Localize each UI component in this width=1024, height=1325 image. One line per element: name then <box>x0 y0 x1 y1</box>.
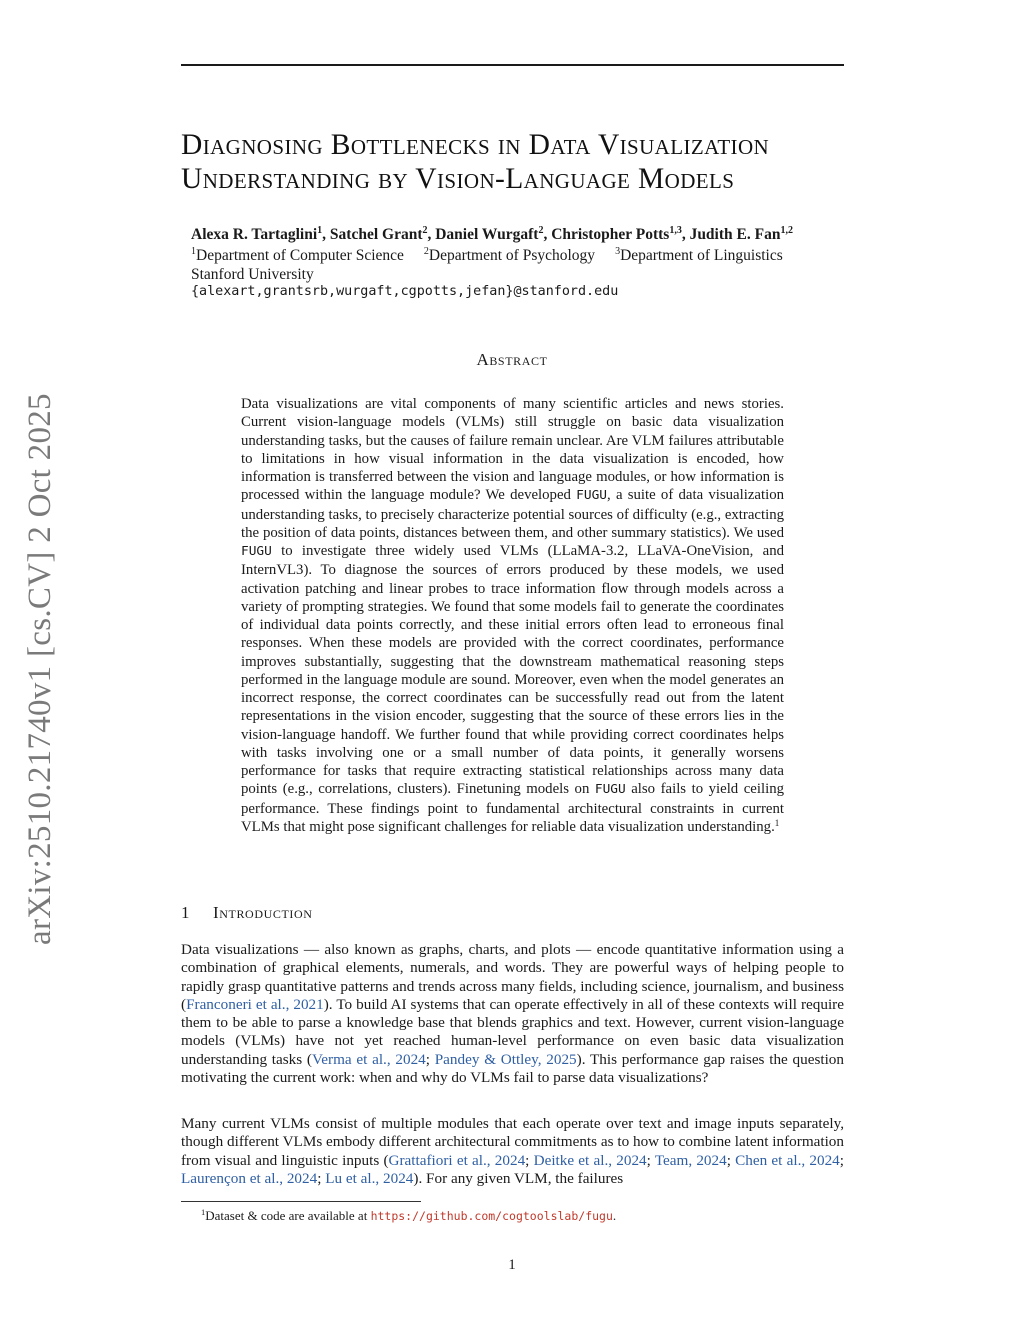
footnote-text: Dataset & code are available at <box>205 1208 371 1223</box>
author-emails: {alexart,grantsrb,wurgaft,cgpotts,jefan}@stanford.edu <box>191 284 619 299</box>
author-name: Daniel Wurgaft <box>435 226 539 243</box>
footnote-text: . <box>612 1208 617 1223</box>
citation-link[interactable]: Franconeri et al., 2021 <box>186 995 324 1013</box>
intro-paragraph-2 <box>181 1115 844 1188</box>
section-number: 1 <box>181 903 190 922</box>
affiliation-mark: 2 <box>423 246 429 257</box>
page-number: 1 <box>508 1257 516 1273</box>
paper-title <box>181 128 861 196</box>
affiliation-mark: 1 <box>191 246 196 257</box>
footnote-number: 1 <box>201 1207 206 1217</box>
affiliation-mark: 3 <box>615 246 621 257</box>
intro-text: ). For any given VLM, the failures <box>413 1169 624 1187</box>
author-separator: , <box>681 226 690 243</box>
intro-text: ). To build AI systems that can operate effectively in all of these contexts will require them to be able to parse a knowledge base that blends graphics and text. However, current vision-language models (VLMs) have not yet reached human-level performance on even basic data visualization understanding tasks ( <box>181 995 844 1068</box>
citation-link[interactable]: Team, 2024 <box>654 1151 727 1169</box>
affiliation: Department of Psychology <box>428 247 596 264</box>
arxiv-side-label: arXiv:2510.21740v1 [cs.CV] 2 Oct 2025 <box>22 393 58 945</box>
author-affiliation-mark: 2 <box>422 225 428 236</box>
citation-link[interactable]: Pandey & Ottley, 2025 <box>434 1050 577 1068</box>
abstract-text: to investigate three widely used VLMs (LLaMA-3.2, LLaVA-OneVision, and InternVL3). To diagnose the sources of errors produced by these models, we used activation patching and linear probes to trace information flow through models across a variety of prompting strategies. We found that some models fail to generate the coordinates of individual data points correctly, and these initial errors often lead to erroneous final responses. When these models are provided with the correct coordinates, performance improves substantially, suggesting that the downstream mathematical reasoning steps performed in the language module are sound. Moreover, even when the model generates an incorrect response, the correct coordinates can be successfully read out from the latent representations in the vision encoder, suggesting that the source of these errors lies in the vision-language handoff. We further found that while providing correct coordinates helps with tasks involving one or a small number of data points, it generally worsens performance for tasks that require extracting statistical relationships across many data points (e.g., correlations, clusters). Finetuning models on <box>241 543 784 798</box>
section-heading <box>181 903 313 923</box>
university: Stanford University <box>191 266 314 283</box>
citation-separator: ; <box>525 1151 534 1169</box>
affiliation: Department of Computer Science <box>196 247 404 264</box>
author-name: Judith E. Fan <box>689 226 781 243</box>
fugu-name: FUGU <box>594 782 626 798</box>
citation-separator: ; <box>425 1050 435 1068</box>
citation-link[interactable]: Deitke et al., 2024 <box>533 1151 647 1169</box>
author-separator: , <box>543 226 552 243</box>
citation-link[interactable]: Grattafiori et al., 2024 <box>388 1151 526 1169</box>
citation-separator: ; <box>839 1151 844 1169</box>
intro-text: Data visualizations — also known as graphs, charts, and plots — encode quantitative information using a combination of graphical elements, numerals, and words. They are powerful ways of helping people to rapidly grasp quantitative patterns and trends across many fields, including science, journalism, and business ( <box>181 941 844 1013</box>
author-affiliation-mark: 2 <box>538 225 544 236</box>
abstract-text: also fails to yield ceiling performance. These findings point to fundamental architectural constraints in current VLMs that might pose significant challenges for reliable data visualization understanding. <box>241 781 784 835</box>
affiliations <box>191 246 783 284</box>
intro-paragraph-1 <box>181 941 844 1087</box>
citation-link[interactable]: Lu et al., 2024 <box>325 1169 414 1187</box>
author-name: Christopher Potts <box>551 226 670 243</box>
author-name: Satchel Grant <box>329 226 423 243</box>
citation-separator: ; <box>726 1151 736 1169</box>
affiliation: Department of Linguistics <box>620 247 783 264</box>
author-affiliation-mark: 1,3 <box>669 225 682 236</box>
citation-separator: ; <box>646 1151 655 1169</box>
title-line-2: Understanding by Vision-Language Models <box>181 163 735 195</box>
author-list <box>191 226 871 244</box>
repository-link[interactable]: https://github.com/cogtoolslab/fugu <box>370 1209 613 1223</box>
abstract-body <box>241 395 784 836</box>
citation-link[interactable]: Verma et al., 2024 <box>311 1050 426 1068</box>
section-title: Introduction <box>213 903 313 922</box>
intro-text: Many current VLMs consist of multiple modules that each operate over text and image inputs separately, though different VLMs embody different architectural commitments as to how to combine latent information from visual and linguistic inputs ( <box>181 1115 844 1169</box>
author-separator: , <box>322 226 330 243</box>
footnote-rule <box>181 1201 421 1202</box>
abstract-heading: Abstract <box>476 350 548 369</box>
title-rule <box>181 64 844 66</box>
citation-link[interactable]: Laurençon et al., 2024 <box>181 1169 318 1187</box>
fugu-name: FUGU <box>241 544 272 559</box>
abstract-text: , a suite of data visualization understanding tasks, to precisely characterize potential sources of difficulty (e.g., extracting the position of data points, distances between them, and other summary statistics). We used <box>241 487 784 541</box>
intro-text: ). This performance gap raises the question motivating the current work: when and why do VLMs fail to parse data visualizations? <box>181 1050 844 1086</box>
abstract-text: Data visualizations are vital components of many scientific articles and news stories. Current vision-language models (VLMs) still struggle on basic data visualization understanding tasks, but the causes of failure remain unclear. Are VLM failures attributable to limitations in how visual information in the data visualization is encoded, how information is transferred between the vision and language modules, or how information is processed within the language module? We developed <box>241 396 784 504</box>
author-separator: , <box>427 226 436 243</box>
citation-separator: ; <box>317 1169 326 1187</box>
fugu-name: FUGU <box>576 488 607 504</box>
footnote-mark[interactable]: 1 <box>774 817 780 828</box>
author-affiliation-mark: 1 <box>317 225 323 236</box>
citation-link[interactable]: Chen et al., 2024 <box>735 1151 840 1169</box>
title-line-1: Diagnosing Bottlenecks in Data Visualization <box>181 129 770 161</box>
footnote <box>201 1208 616 1224</box>
author-affiliation-mark: 1,2 <box>780 225 793 236</box>
author-name: Alexa R. Tartaglini <box>191 226 318 243</box>
